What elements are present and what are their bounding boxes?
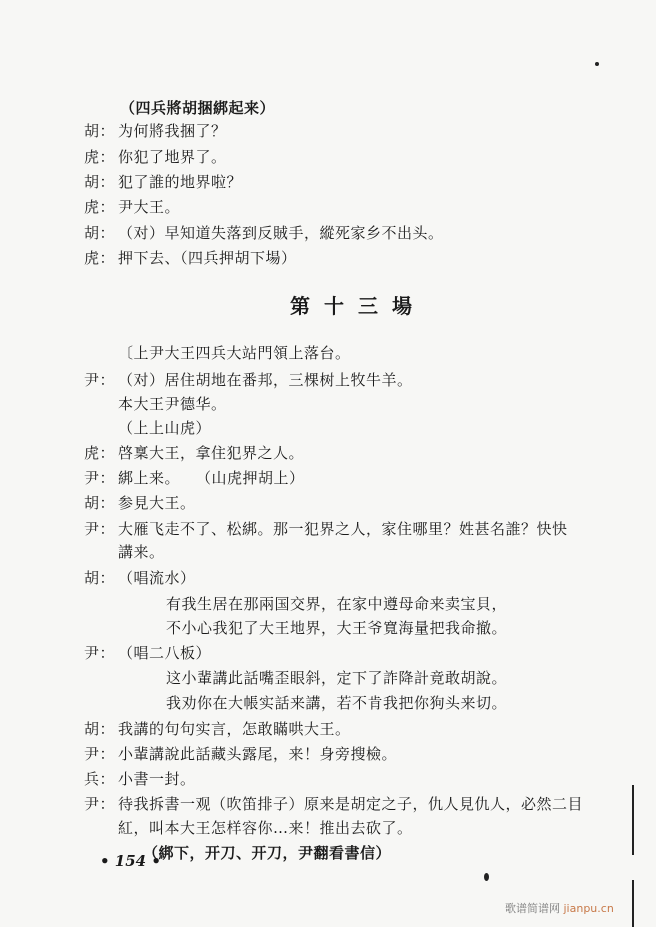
script-line bbox=[166, 593, 507, 614]
script-line bbox=[118, 817, 413, 838]
line-text: （对）早知道失落到反賊手，縱死家乡不出头。 bbox=[118, 224, 444, 242]
speaker-label: 胡： bbox=[84, 494, 116, 512]
watermark-en: jianpu.cn bbox=[563, 902, 614, 915]
line-text: 押下去、（四兵押胡下場） bbox=[118, 249, 297, 267]
script-line bbox=[84, 768, 196, 789]
speaker-label: 尹： bbox=[84, 469, 116, 487]
line-text: 这小輩講此話嘴歪眼斜，定下了詐降計竟敢胡說。 bbox=[166, 669, 508, 687]
scan-edge-mark bbox=[632, 785, 634, 855]
script-line bbox=[84, 442, 304, 463]
script-line bbox=[84, 518, 568, 539]
script-line bbox=[166, 692, 507, 713]
speaker-label: 胡： bbox=[84, 720, 116, 738]
speaker-label: 尹： bbox=[84, 520, 116, 538]
line-text: （四兵將胡捆綁起来） bbox=[120, 99, 276, 117]
script-line bbox=[84, 467, 305, 488]
script-line bbox=[84, 642, 211, 663]
line-text: 待我拆書一观（吹笛排子）原来是胡定之子，仇人見仇人，必然二目 bbox=[118, 795, 584, 813]
speaker-label: 兵： bbox=[84, 770, 116, 788]
line-text: 有我生居在那兩国交界，在家中遵母命来卖宝貝， bbox=[166, 595, 508, 613]
line-text: 尹大王。 bbox=[118, 198, 181, 216]
line-text: 啓稟大王，拿住犯界之人。 bbox=[118, 444, 305, 462]
line-text: 本大王尹德华。 bbox=[118, 395, 227, 413]
script-line bbox=[118, 393, 227, 414]
script-line bbox=[84, 369, 413, 390]
line-text: 我講的句句实言，怎敢瞞哄大王。 bbox=[118, 720, 351, 738]
script-line bbox=[84, 743, 397, 764]
script-line bbox=[84, 120, 227, 141]
script-line bbox=[166, 617, 507, 638]
line-text: 犯了誰的地界啦？ bbox=[118, 173, 243, 191]
script-line bbox=[84, 146, 227, 167]
line-text: （綁下，开刀、开刀，尹翻看書信） bbox=[143, 844, 392, 862]
speaker-label: 尹： bbox=[84, 795, 116, 813]
script-line bbox=[84, 247, 297, 268]
script-line bbox=[84, 718, 351, 739]
line-text: 綁上来。 （山虎押胡上） bbox=[118, 469, 305, 487]
script-line bbox=[84, 222, 444, 243]
script-line bbox=[84, 492, 196, 513]
script-line bbox=[84, 171, 242, 192]
line-text: 我劝你在大帳实話来講，若不肯我把你狗头来切。 bbox=[166, 694, 508, 712]
script-line bbox=[118, 541, 165, 562]
script-line bbox=[118, 342, 351, 363]
script-line bbox=[118, 417, 211, 438]
scan-edge-mark bbox=[632, 880, 634, 927]
script-line bbox=[84, 567, 196, 588]
script-line bbox=[84, 793, 583, 814]
speaker-label: 虎： bbox=[84, 444, 116, 462]
line-text: 你犯了地界了。 bbox=[118, 148, 227, 166]
line-text: （上上山虎） bbox=[118, 419, 212, 437]
line-text: 〔上尹大王四兵大站門領上落台。 bbox=[118, 344, 351, 362]
speaker-label: 尹： bbox=[84, 371, 116, 389]
scene-title: 第十三場 bbox=[290, 294, 426, 318]
speaker-label: 胡： bbox=[84, 122, 116, 140]
script-line bbox=[143, 842, 391, 863]
line-text: 紅，叫本大王怎样容你…来！推出去砍了。 bbox=[118, 819, 413, 837]
line-text: 小書一封。 bbox=[118, 770, 196, 788]
line-text: 大雁飞走不了、松綁。那一犯界之人，家住哪里？姓甚名誰？快快 bbox=[118, 520, 568, 538]
line-text: （唱二八板） bbox=[118, 644, 212, 662]
speaker-label: 虎： bbox=[84, 148, 116, 166]
watermark-cn: 歌谱简谱网 bbox=[505, 902, 560, 915]
speaker-label: 尹： bbox=[84, 745, 116, 763]
speaker-label: 虎： bbox=[84, 249, 116, 267]
line-text: 講来。 bbox=[118, 543, 165, 561]
script-line bbox=[166, 667, 507, 688]
speaker-label: 尹： bbox=[84, 644, 116, 662]
line-text: 小輩講說此話藏头露尾，来！身旁搜檢。 bbox=[118, 745, 398, 763]
speaker-label: 虎： bbox=[84, 198, 116, 216]
watermark bbox=[505, 900, 614, 916]
speaker-label: 胡： bbox=[84, 224, 116, 242]
script-line bbox=[84, 196, 180, 217]
scan-speck bbox=[595, 62, 599, 66]
line-text: （对）居住胡地在番邦，三棵树上牧牛羊。 bbox=[118, 371, 413, 389]
page-number: • 154 • bbox=[100, 852, 161, 870]
speaker-label: 胡： bbox=[84, 173, 116, 191]
line-text: 不小心我犯了大王地界，大王爷寬海量把我命撤。 bbox=[166, 619, 508, 637]
line-text: （唱流水） bbox=[118, 569, 196, 587]
line-text: 为何將我捆了？ bbox=[118, 122, 227, 140]
line-text: 参見大王。 bbox=[118, 494, 196, 512]
speaker-label: 胡： bbox=[84, 569, 116, 587]
script-line bbox=[120, 97, 275, 118]
scan-speck bbox=[484, 873, 489, 881]
